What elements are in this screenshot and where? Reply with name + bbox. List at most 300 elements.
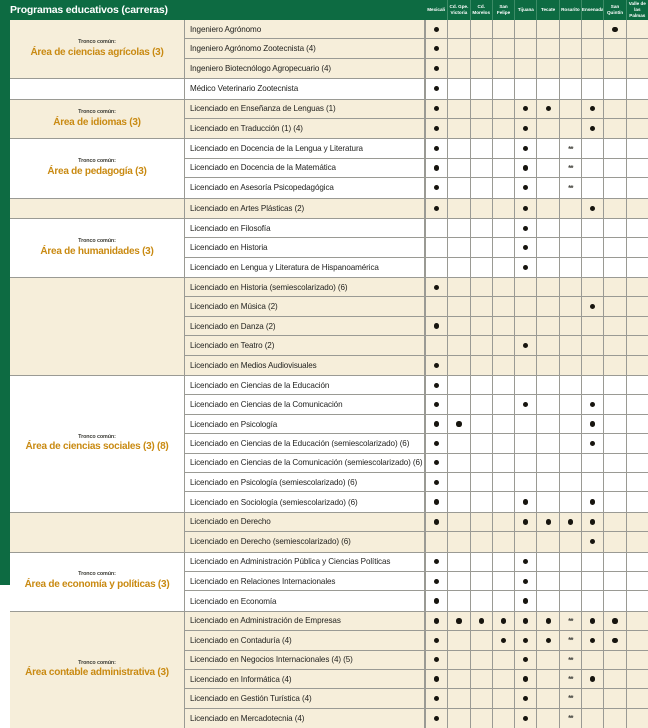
table-row[interactable] xyxy=(185,317,648,336)
availability-cell-3 xyxy=(492,119,514,138)
program-name: Licenciado en Mercadotecnia (4) xyxy=(185,709,425,728)
availability-cell-6 xyxy=(559,572,581,590)
availability-cell-9 xyxy=(626,100,648,118)
table-row[interactable] xyxy=(185,59,648,78)
area-group xyxy=(10,199,648,219)
program-name: Licenciado en Danza (2) xyxy=(185,317,425,335)
program-rows xyxy=(185,376,648,512)
availability-cell-3 xyxy=(492,219,514,237)
program-name: Licenciado en Artes Plásticas (2) xyxy=(185,199,425,218)
availability-cell-8 xyxy=(603,258,625,277)
availability-cell-5 xyxy=(536,689,558,707)
program-name: Licenciado en Administración Pública y Ciencias Políticas xyxy=(185,553,425,571)
program-name: Ingeniero Agrónomo Zootecnista (4) xyxy=(185,39,425,57)
table-row[interactable] xyxy=(185,278,648,297)
program-name: Licenciado en Administración de Empresas xyxy=(185,612,425,630)
availability-cell-3 xyxy=(492,689,514,707)
availability-cell-6 xyxy=(559,39,581,57)
tronco-comun-label: Tronco común: xyxy=(78,38,116,45)
table-row[interactable] xyxy=(185,473,648,492)
program-name: Licenciado en Teatro (2) xyxy=(185,336,425,354)
program-name: Licenciado en Enseñanza de Lenguas (1) xyxy=(185,100,425,118)
availability-cell-6 xyxy=(559,454,581,472)
availability-cell-6 xyxy=(559,159,581,177)
availability-cell-3 xyxy=(492,139,514,157)
double-asterisk-icon: ** xyxy=(568,144,573,154)
availability-cell-6 xyxy=(559,473,581,491)
availability-cell-2 xyxy=(470,356,492,375)
availability-cell-8 xyxy=(603,612,625,630)
table-row[interactable] xyxy=(185,39,648,58)
availability-cell-9 xyxy=(626,670,648,688)
availability-cell-2 xyxy=(470,434,492,452)
availability-cell-9 xyxy=(626,336,648,354)
availability-cell-8 xyxy=(603,553,625,571)
table-row[interactable] xyxy=(185,689,648,708)
area-label xyxy=(10,612,185,728)
double-asterisk-icon: ** xyxy=(568,675,573,685)
availability-cell-9 xyxy=(626,20,648,38)
availability-cell-8 xyxy=(603,473,625,491)
availability-cell-7 xyxy=(581,631,603,649)
availability-cell-3 xyxy=(492,631,514,649)
double-asterisk-icon: ** xyxy=(568,636,573,646)
table-row[interactable] xyxy=(185,434,648,453)
availability-cell-2 xyxy=(470,689,492,707)
availability-cell-6 xyxy=(559,238,581,256)
campus-header-4: Tijuana xyxy=(514,0,536,20)
area-name: Área de humanidades (3) xyxy=(40,245,154,257)
availability-cell-8 xyxy=(603,651,625,669)
offered-dot-icon xyxy=(523,226,528,231)
table-row[interactable] xyxy=(185,631,648,650)
program-name: Licenciado en Derecho xyxy=(185,513,425,531)
availability-cell-6 xyxy=(559,553,581,571)
table-row[interactable] xyxy=(185,454,648,473)
availability-cell-8 xyxy=(603,20,625,38)
availability-cell-4 xyxy=(514,454,536,472)
availability-cell-9 xyxy=(626,238,648,256)
area-group xyxy=(10,553,648,612)
offered-dot-icon xyxy=(456,421,461,426)
availability-cell-7 xyxy=(581,39,603,57)
availability-cell-2 xyxy=(470,159,492,177)
availability-cell-6 xyxy=(559,79,581,98)
offered-dot-icon xyxy=(434,285,439,290)
availability-cell-1 xyxy=(447,631,469,649)
program-rows xyxy=(185,79,648,98)
availability-cell-4 xyxy=(514,513,536,531)
program-name: Licenciado en Historia (semiescolarizado) (6) xyxy=(185,278,425,296)
availability-cell-1 xyxy=(447,651,469,669)
double-asterisk-icon: ** xyxy=(568,616,573,626)
program-name: Licenciado en Contaduría (4) xyxy=(185,631,425,649)
availability-cells xyxy=(425,178,648,197)
availability-cell-2 xyxy=(470,492,492,511)
program-name: Licenciado en Ciencias de la Educación xyxy=(185,376,425,394)
table-row[interactable] xyxy=(185,591,648,610)
table-row[interactable] xyxy=(185,258,648,277)
table-row[interactable] xyxy=(185,100,648,119)
table-row[interactable] xyxy=(185,159,648,178)
availability-cell-1 xyxy=(447,572,469,590)
availability-cell-0 xyxy=(425,59,447,78)
availability-cell-8 xyxy=(603,219,625,237)
availability-cells xyxy=(425,79,648,98)
table-row[interactable] xyxy=(185,709,648,728)
availability-cell-1 xyxy=(447,473,469,491)
availability-cell-6 xyxy=(559,709,581,728)
availability-cells xyxy=(425,219,648,237)
program-name: Licenciado en Economía xyxy=(185,591,425,610)
availability-cell-6 xyxy=(559,20,581,38)
availability-cell-4 xyxy=(514,532,536,551)
program-name: Ingeniero Agrónomo xyxy=(185,20,425,38)
availability-cell-3 xyxy=(492,532,514,551)
availability-cell-8 xyxy=(603,434,625,452)
availability-cell-5 xyxy=(536,454,558,472)
offered-dot-icon xyxy=(523,165,528,170)
availability-cell-2 xyxy=(470,612,492,630)
area-group xyxy=(10,513,648,553)
availability-cell-3 xyxy=(492,553,514,571)
offered-dot-icon xyxy=(612,618,617,623)
availability-cells xyxy=(425,356,648,375)
program-name: Licenciado en Asesoría Psicopedagógica xyxy=(185,178,425,197)
availability-cell-5 xyxy=(536,139,558,157)
availability-cell-3 xyxy=(492,278,514,296)
availability-cell-9 xyxy=(626,356,648,375)
page-title: Programas educativos (carreras) xyxy=(10,4,168,16)
offered-dot-icon xyxy=(456,618,461,623)
table-row[interactable] xyxy=(185,199,648,218)
table-row[interactable] xyxy=(185,513,648,532)
availability-cell-2 xyxy=(470,454,492,472)
availability-cell-2 xyxy=(470,591,492,610)
availability-cell-1 xyxy=(447,513,469,531)
availability-cell-9 xyxy=(626,79,648,98)
availability-cell-8 xyxy=(603,100,625,118)
offered-dot-icon xyxy=(434,441,439,446)
availability-cell-4 xyxy=(514,689,536,707)
offered-dot-icon xyxy=(523,343,528,348)
table-row[interactable] xyxy=(185,415,648,434)
availability-cell-2 xyxy=(470,415,492,433)
table-row[interactable] xyxy=(185,553,648,572)
table-row[interactable] xyxy=(185,492,648,511)
offered-dot-icon xyxy=(546,519,551,524)
availability-cell-5 xyxy=(536,612,558,630)
availability-cell-7 xyxy=(581,709,603,728)
table-row[interactable] xyxy=(185,532,648,551)
availability-cell-8 xyxy=(603,238,625,256)
availability-cell-8 xyxy=(603,199,625,218)
program-rows xyxy=(185,219,648,277)
availability-cell-3 xyxy=(492,415,514,433)
availability-cell-8 xyxy=(603,415,625,433)
offered-dot-icon xyxy=(523,716,528,721)
program-name: Licenciado en Medios Audiovisuales xyxy=(185,356,425,375)
offered-dot-icon xyxy=(523,676,528,681)
table-row[interactable] xyxy=(185,119,648,138)
offered-dot-icon xyxy=(590,618,595,623)
availability-cell-3 xyxy=(492,39,514,57)
availability-cell-4 xyxy=(514,612,536,630)
area-label xyxy=(10,79,185,98)
availability-cell-1 xyxy=(447,434,469,452)
availability-cell-5 xyxy=(536,709,558,728)
offered-dot-icon xyxy=(590,499,595,504)
availability-cell-6 xyxy=(559,612,581,630)
availability-cell-3 xyxy=(492,670,514,688)
availability-cell-2 xyxy=(470,513,492,531)
availability-cell-4 xyxy=(514,219,536,237)
availability-cell-4 xyxy=(514,709,536,728)
table-row[interactable] xyxy=(185,376,648,395)
availability-cells xyxy=(425,415,648,433)
availability-cell-7 xyxy=(581,219,603,237)
availability-cell-3 xyxy=(492,572,514,590)
program-name: Licenciado en Filosofía xyxy=(185,219,425,237)
availability-cell-3 xyxy=(492,376,514,394)
availability-cell-8 xyxy=(603,278,625,296)
availability-cell-7 xyxy=(581,178,603,197)
availability-cells xyxy=(425,39,648,57)
table-header xyxy=(0,0,648,20)
area-label xyxy=(10,20,185,78)
availability-cell-1 xyxy=(447,59,469,78)
offered-dot-icon xyxy=(434,126,439,131)
campus-header-5: Tecate xyxy=(536,0,558,20)
availability-cell-5 xyxy=(536,513,558,531)
campus-header-0: Mexicali xyxy=(427,7,446,13)
availability-cells xyxy=(425,572,648,590)
availability-cell-7 xyxy=(581,532,603,551)
availability-cell-1 xyxy=(447,553,469,571)
availability-cell-5 xyxy=(536,79,558,98)
availability-cell-6 xyxy=(559,317,581,335)
availability-cell-6 xyxy=(559,336,581,354)
availability-cells xyxy=(425,513,648,531)
availability-cell-0 xyxy=(425,513,447,531)
availability-cell-8 xyxy=(603,159,625,177)
availability-cell-2 xyxy=(470,178,492,197)
table-row[interactable] xyxy=(185,297,648,316)
offered-dot-icon xyxy=(523,598,528,603)
program-name: Licenciado en Sociología (semiescolarizado) (6) xyxy=(185,492,425,511)
offered-dot-icon xyxy=(434,27,439,32)
availability-cell-9 xyxy=(626,492,648,511)
offered-dot-icon xyxy=(434,638,439,643)
availability-cells xyxy=(425,258,648,277)
offered-dot-icon xyxy=(434,696,439,701)
availability-cell-6 xyxy=(559,631,581,649)
availability-cell-7 xyxy=(581,20,603,38)
availability-cell-7 xyxy=(581,199,603,218)
availability-cells xyxy=(425,336,648,354)
availability-cell-9 xyxy=(626,219,648,237)
availability-cell-2 xyxy=(470,199,492,218)
offered-dot-icon xyxy=(501,618,506,623)
availability-cell-0 xyxy=(425,297,447,315)
offered-dot-icon xyxy=(434,323,439,328)
availability-cell-7 xyxy=(581,612,603,630)
offered-dot-icon xyxy=(434,676,439,681)
availability-cell-0 xyxy=(425,317,447,335)
availability-cell-8 xyxy=(603,572,625,590)
availability-cell-0 xyxy=(425,278,447,296)
availability-cell-0 xyxy=(425,178,447,197)
availability-cell-7 xyxy=(581,415,603,433)
availability-cell-7 xyxy=(581,297,603,315)
availability-cell-4 xyxy=(514,591,536,610)
availability-cell-5 xyxy=(536,553,558,571)
availability-cell-9 xyxy=(626,434,648,452)
offered-dot-icon xyxy=(523,638,528,643)
table-row[interactable] xyxy=(185,612,648,631)
availability-cell-0 xyxy=(425,356,447,375)
area-group xyxy=(10,100,648,140)
program-name: Licenciado en Psicología (semiescolarizado) (6) xyxy=(185,473,425,491)
availability-cell-8 xyxy=(603,178,625,197)
availability-cell-1 xyxy=(447,238,469,256)
area-label xyxy=(10,199,185,218)
availability-cell-0 xyxy=(425,79,447,98)
availability-cell-1 xyxy=(447,199,469,218)
availability-cell-4 xyxy=(514,20,536,38)
availability-cell-4 xyxy=(514,79,536,98)
table-row[interactable] xyxy=(185,395,648,414)
availability-cell-8 xyxy=(603,395,625,413)
table-row[interactable] xyxy=(185,178,648,197)
availability-cell-2 xyxy=(470,651,492,669)
program-rows xyxy=(185,100,648,139)
table-row[interactable] xyxy=(185,20,648,39)
area-name: Área de pedagogía (3) xyxy=(47,166,147,177)
table-row[interactable] xyxy=(185,572,648,591)
table-row[interactable] xyxy=(185,79,648,98)
double-asterisk-icon: ** xyxy=(568,714,573,724)
availability-cells xyxy=(425,20,648,38)
campus-header-2: Cd. Morelos xyxy=(470,0,492,20)
table-row[interactable] xyxy=(185,356,648,375)
availability-cell-9 xyxy=(626,258,648,277)
area-name: Área de ciencias agrícolas (3) xyxy=(30,46,164,58)
area-group xyxy=(10,278,648,376)
availability-cell-5 xyxy=(536,572,558,590)
availability-cell-8 xyxy=(603,689,625,707)
availability-cell-1 xyxy=(447,258,469,277)
availability-cell-7 xyxy=(581,278,603,296)
area-label xyxy=(10,278,185,375)
tronco-comun-label: Tronco común: xyxy=(78,659,116,666)
program-name: Licenciado en Derecho (semiescolarizado) (6) xyxy=(185,532,425,551)
availability-cells xyxy=(425,492,648,511)
program-name: Licenciado en Lengua y Literatura de Hispanoamérica xyxy=(185,258,425,277)
availability-cell-4 xyxy=(514,100,536,118)
table-row[interactable] xyxy=(185,238,648,257)
availability-cell-4 xyxy=(514,376,536,394)
availability-cell-9 xyxy=(626,454,648,472)
offered-dot-icon xyxy=(434,519,439,524)
availability-cell-3 xyxy=(492,336,514,354)
availability-cell-0 xyxy=(425,100,447,118)
availability-cell-0 xyxy=(425,376,447,394)
availability-cell-2 xyxy=(470,20,492,38)
availability-cell-6 xyxy=(559,100,581,118)
table-row[interactable] xyxy=(185,139,648,158)
availability-cell-7 xyxy=(581,159,603,177)
area-group xyxy=(10,219,648,278)
availability-cell-3 xyxy=(492,513,514,531)
availability-cell-4 xyxy=(514,492,536,511)
availability-cells xyxy=(425,651,648,669)
availability-cell-0 xyxy=(425,395,447,413)
availability-cell-9 xyxy=(626,376,648,394)
table-row[interactable] xyxy=(185,670,648,689)
program-rows xyxy=(185,20,648,78)
availability-cell-2 xyxy=(470,336,492,354)
availability-cell-1 xyxy=(447,612,469,630)
availability-cell-6 xyxy=(559,415,581,433)
table-row[interactable] xyxy=(185,336,648,355)
offered-dot-icon xyxy=(434,598,439,603)
availability-cell-0 xyxy=(425,591,447,610)
availability-cell-7 xyxy=(581,492,603,511)
program-name: Licenciado en Psicología xyxy=(185,415,425,433)
availability-cell-1 xyxy=(447,709,469,728)
tronco-comun-label: Tronco común: xyxy=(78,158,116,165)
availability-cell-9 xyxy=(626,709,648,728)
table-row[interactable] xyxy=(185,219,648,238)
availability-cell-6 xyxy=(559,59,581,78)
availability-cell-6 xyxy=(559,492,581,511)
offered-dot-icon xyxy=(434,499,439,504)
availability-cell-8 xyxy=(603,139,625,157)
double-asterisk-icon: ** xyxy=(568,655,573,665)
offered-dot-icon xyxy=(523,206,528,211)
availability-cell-2 xyxy=(470,709,492,728)
availability-cell-6 xyxy=(559,651,581,669)
offered-dot-icon xyxy=(523,559,528,564)
availability-cell-5 xyxy=(536,631,558,649)
offered-dot-icon xyxy=(523,245,528,250)
availability-cell-3 xyxy=(492,20,514,38)
availability-cell-3 xyxy=(492,591,514,610)
area-name: Área de economía y políticas (3) xyxy=(24,579,170,591)
offered-dot-icon xyxy=(434,402,439,407)
offered-dot-icon xyxy=(434,480,439,485)
program-rows xyxy=(185,139,648,197)
availability-cell-9 xyxy=(626,178,648,197)
program-name: Licenciado en Gestión Turística (4) xyxy=(185,689,425,707)
availability-cell-2 xyxy=(470,376,492,394)
availability-cell-1 xyxy=(447,20,469,38)
availability-cell-1 xyxy=(447,100,469,118)
offered-dot-icon xyxy=(434,559,439,564)
availability-cell-3 xyxy=(492,238,514,256)
availability-cells xyxy=(425,395,648,413)
availability-cell-0 xyxy=(425,492,447,511)
availability-cell-4 xyxy=(514,238,536,256)
availability-cell-7 xyxy=(581,139,603,157)
offered-dot-icon xyxy=(434,106,439,111)
availability-cell-7 xyxy=(581,572,603,590)
availability-cell-3 xyxy=(492,59,514,78)
availability-cell-6 xyxy=(559,119,581,138)
table-row[interactable] xyxy=(185,651,648,670)
area-group xyxy=(10,79,648,99)
